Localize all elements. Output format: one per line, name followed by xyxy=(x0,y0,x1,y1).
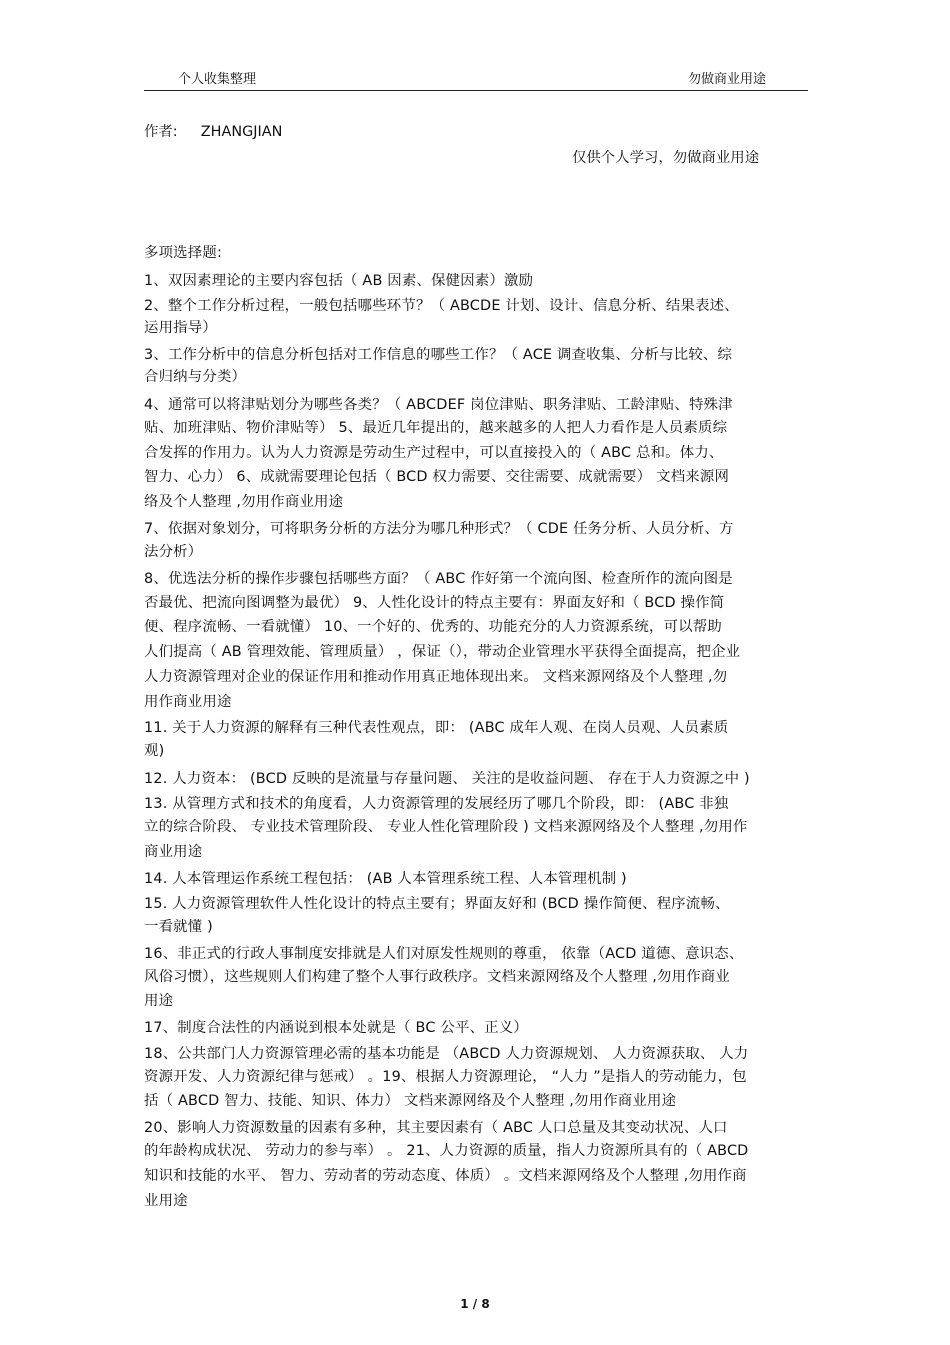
body-line: 运用指导） xyxy=(144,320,217,336)
body-line: 4、通常可以将津贴划分为哪些各类？（ ABCDEF 岗位津贴、职务津贴、工龄津贴、特殊津 xyxy=(144,397,733,413)
body-line: 商业用途 xyxy=(144,844,203,860)
section-title: 多项选择题: xyxy=(144,245,223,261)
body-line: 络及个人整理 ,勿用作商业用途 xyxy=(144,494,344,510)
body-line: 15. 人力资源管理软件人性化设计的特点主要有；界面友好和 (BCD 操作简便、程序流畅、 xyxy=(144,896,730,912)
body-line: 12. 人力资本： (BCD 反映的是流量与存量问题、 关注的是收益问题、 存在于人力资源之中 ) xyxy=(144,771,750,787)
body-line: 人们提高（ AB 管理效能、管理质量） ，保证（），带动企业管理水平获得全面提高，把企业 xyxy=(144,644,741,660)
body-line: 立的综合阶段、 专业技术管理阶段、 专业人性化管理阶段 ) 文档来源网络及个人整理 ,勿用作 xyxy=(144,819,748,835)
body-line: 观) xyxy=(144,743,165,759)
disclaimer-text: 仅供个人学习，勿做商业用途 xyxy=(572,150,760,166)
body-line: 合归纳与分类） xyxy=(144,369,247,385)
body-line: 8、优选法分析的操作步骤包括哪些方面？（ ABC 作好第一个流向图、检查所作的流向图是 xyxy=(144,571,733,587)
body-line: 括（ ABCD 智力、技能、知识、体力） 文档来源网络及个人整理 ,勿用作商业用途 xyxy=(144,1093,677,1109)
body-line: 一看就懂 ) xyxy=(144,919,213,935)
author-name: ZHANGJIAN xyxy=(200,124,283,140)
author-label: 作者: xyxy=(144,124,178,140)
body-line: 业用途 xyxy=(144,1193,188,1209)
body-line: 11. 关于人力资源的解释有三种代表性观点，即： (ABC 成年人观、在岗人员观、人员素质 xyxy=(144,720,729,736)
body-line: 18、公共部门人力资源管理必需的基本功能是 （ABCD 人力资源规划、 人力资源获取、 人力 xyxy=(144,1046,749,1062)
page-number: 1 / 8 xyxy=(460,1297,490,1311)
body-line: 7、依据对象划分，可将职务分析的方法分为哪几种形式？（ CDE 任务分析、人员分析、方 xyxy=(144,521,734,537)
body-line: 用途 xyxy=(144,993,174,1009)
author-line xyxy=(144,120,282,141)
body-line: 16、非正式的行政人事制度安排就是人们对原发性规则的尊重， 依靠（ACD 道德、意识态、 xyxy=(144,946,744,962)
body-line: 17、制度合法性的内涵说到根本处就是（ BC 公平、正义） xyxy=(144,1020,528,1036)
header-left-text: 个人收集整理 xyxy=(178,72,257,87)
header-right-text: 勿做商业用途 xyxy=(687,72,766,87)
body-line: 的年龄构成状况、 劳动力的参与率） 。 21、人力资源的质量，指人力资源所具有的（ ABCD xyxy=(144,1143,749,1159)
body-line: 用作商业用途 xyxy=(144,694,232,710)
body-line: 便、程序流畅、一看就懂） 10、一个好的、优秀的、功能充分的人力资源系统，可以帮助 xyxy=(144,619,722,635)
body-line: 否最优、把流向图调整为最优） 9、人性化设计的特点主要有：界面友好和（ BCD 操作简 xyxy=(144,595,725,611)
body-line: 合发挥的作用力。认为人力资源是劳动生产过程中，可以直接投入的（ ABC 总和。体力、 xyxy=(144,445,724,461)
body-line: 资源开发、人力资源纪律与惩戒） 。19、根据人力资源理论， “人力 ”是指人的劳动能力，包 xyxy=(144,1069,747,1085)
body-line: 3、工作分析中的信息分析包括对工作信息的哪些工作？（ ACE 调查收集、分析与比较、综 xyxy=(144,347,733,363)
body-line: 智力、心力） 6、成就需要理论包括（ BCD 权力需要、交往需要、成就需要） 文档来源网 xyxy=(144,469,730,485)
body-line: 20、影响人力资源数量的因素有多种，其主要因素有（ ABC 人口总量及其变动状况、人口 xyxy=(144,1120,728,1136)
body-line: 贴、加班津贴、物价津贴等） 5、最近几年提出的，越来越多的人把人力看作是人员素质综 xyxy=(144,420,728,436)
body-line: 1、双因素理论的主要内容包括（ AB 因素、保健因素）激励 xyxy=(144,273,534,289)
body-line: 2、整个工作分析过程，一般包括哪些环节？（ ABCDE 计划、设计、信息分析、结果表述、 xyxy=(144,298,739,314)
body-line: 知识和技能的水平、 智力、劳动者的劳动态度、体质） 。文档来源网络及个人整理 ,勿用作商 xyxy=(144,1168,747,1184)
body-line: 风俗习惯），这些规则人们构建了整个人事行政秩序。文档来源网络及个人整理 ,勿用作商业 xyxy=(144,969,730,985)
body-line: 14. 人本管理运作系统工程包括： (AB 人本管理系统工程、人本管理机制 ) xyxy=(144,871,627,887)
body-line: 人力资源管理对企业的保证作用和推动作用真正地体现出来。 文档来源网络及个人整理 ,勿 xyxy=(144,669,728,685)
body-line: 13. 从管理方式和技术的角度看，人力资源管理的发展经历了哪几个阶段，即： (ABC 非独 xyxy=(144,796,729,812)
page-header xyxy=(144,66,808,91)
body-line: 法分析） xyxy=(144,544,203,560)
